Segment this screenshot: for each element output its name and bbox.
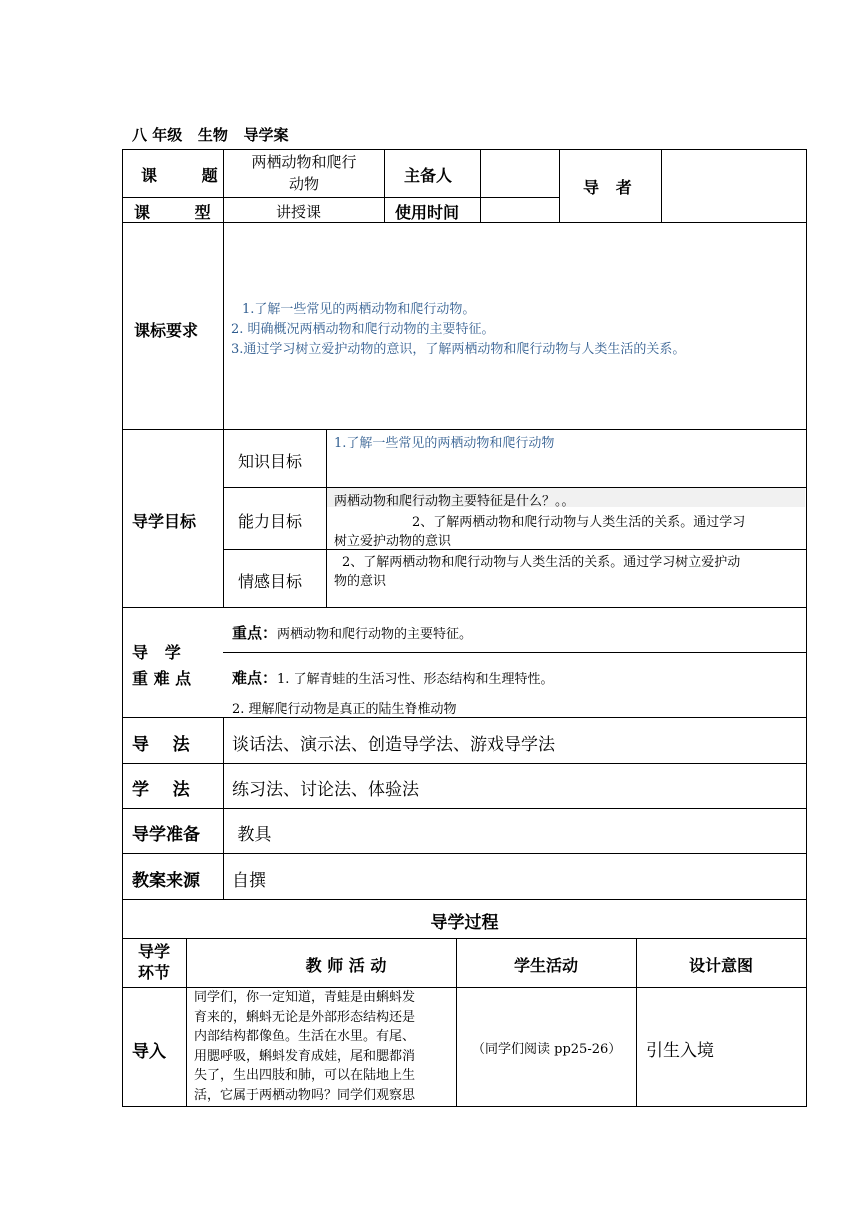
keypoints-label-line2: 重 难 点 (132, 669, 192, 688)
teacher-activity-line: 失了，生出四肢和肺，可以在陆地上生 (194, 1068, 416, 1083)
emotion-goal-label: 情感目标 (238, 572, 303, 591)
student-activity: （同学们阅读 pp25-26） (472, 1042, 622, 1057)
doc-title: 八 年级 生物 导学案 (132, 126, 289, 144)
col-student-header: 学生活动 (513, 956, 578, 975)
difficult-point (232, 667, 554, 688)
difficult-point-label: 难点： (232, 669, 278, 687)
teacher-activity-line: 同学们，你一定知道，青蛙是由蝌蚪发 (194, 990, 416, 1005)
stage-intro: 导入 (132, 1042, 166, 1062)
teach-method-value: 谈话法、演示法、创造导学法、游戏导学法 (232, 735, 555, 755)
col-stage-header (122, 941, 186, 983)
learn-method-value: 练习法、讨论法、体验法 (232, 780, 419, 800)
keypoints-label-line1: 导 学 (132, 643, 181, 662)
topic-value (224, 151, 384, 195)
standards-line-3: 3.通过学习树立爱护动物的意识，了解两栖动物和爬行动物与人类生活的关系。 (231, 342, 686, 357)
design-intent: 引生入境 (646, 1041, 714, 1061)
preparation-label: 导学准备 (132, 825, 200, 845)
col-stage-line2: 环节 (137, 963, 170, 982)
col-stage-line1: 导学 (137, 942, 170, 961)
topic-value-line1: 两栖动物和爬行 (251, 153, 357, 171)
key-point-text: 两栖动物和爬行动物的主要特征。 (277, 627, 473, 642)
teach-method-label: 导 法 (132, 735, 190, 755)
difficult-point-text2: 2. 理解爬行动物是真正的陆生脊椎动物 (232, 702, 457, 717)
ability-goal-line3: 树立爱护动物的意识 (334, 534, 452, 549)
process-title: 导学过程 (430, 913, 499, 933)
col-intent-header: 设计意图 (688, 956, 753, 975)
time-label: 使用时间 (395, 203, 460, 222)
ability-goal-line1: 两栖动物和爬行动物主要特征是什么？。。 (334, 494, 575, 509)
standards-label: 课标要求 (134, 321, 199, 340)
topic-label: 课 题 (141, 166, 218, 185)
col-teacher-header: 教 师 活 动 (305, 956, 387, 975)
key-point-label: 重点： (232, 624, 278, 642)
mentor-label: 导 者 (583, 178, 632, 197)
standards-line-1: 1.了解一些常见的两栖动物和爬行动物。 (242, 302, 476, 317)
goals-label: 导学目标 (132, 512, 197, 531)
type-label: 课 型 (134, 203, 211, 222)
standards-line-2: 2. 明确概况两栖动物和爬行动物的主要特征。 (231, 322, 495, 337)
source-label: 教案来源 (132, 871, 200, 891)
teacher-activity-line: 育来的，蝌蚪无论是外部形态结构还是 (194, 1009, 416, 1025)
learn-method-label: 学 法 (132, 780, 190, 800)
knowledge-goal-label: 知识目标 (238, 452, 303, 471)
teacher-activity-line: 用腮呼吸，蝌蚪发育成娃，尾和腮都消 (194, 1048, 416, 1064)
source-value: 自撰 (232, 871, 266, 891)
difficult-point-text1: 1. 了解青蛙的生活习性、形态结构和生理特性。 (277, 672, 554, 687)
preparation-value: 教具 (232, 825, 272, 845)
teacher-activity-line: 活，它属于两栖动物吗？同学们观察思 (194, 1087, 416, 1103)
knowledge-goal-text: 1.了解一些常见的两栖动物和爬行动物 (334, 436, 555, 451)
type-value: 讲授课 (276, 203, 322, 221)
teacher-activity-line: 内部结构都像鱼。生活在水里。有尾、 (194, 1029, 416, 1044)
key-point (232, 622, 472, 643)
teacher-activity (194, 988, 452, 1105)
emotion-goal-line2: 物的意识 (334, 574, 387, 589)
ability-goal-label: 能力目标 (238, 512, 303, 531)
ability-goal-line2: 2、了解两栖动物和爬行动物与人类生活的关系。通过学习 (412, 515, 746, 530)
author-label: 主备人 (404, 166, 453, 185)
topic-value-line2: 动物 (288, 175, 319, 193)
emotion-goal-line1: 2、了解两栖动物和爬行动物与人类生活的关系。通过学习树立爱护动 (342, 555, 741, 570)
